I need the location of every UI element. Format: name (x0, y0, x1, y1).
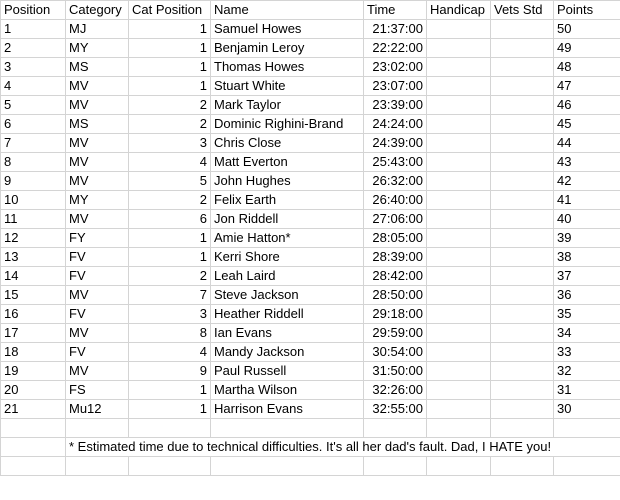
header-name[interactable]: Name (211, 1, 364, 20)
cell-position[interactable]: 11 (1, 210, 66, 229)
cell-position[interactable]: 21 (1, 400, 66, 419)
cell-points[interactable]: 31 (554, 381, 620, 400)
cell-time[interactable]: 32:55:00 (364, 400, 427, 419)
cell-category[interactable]: FV (66, 305, 129, 324)
cell-time[interactable]: 23:39:00 (364, 96, 427, 115)
cell-cat-position[interactable]: 1 (129, 229, 211, 248)
cell-name[interactable]: Paul Russell (211, 362, 364, 381)
cell-time[interactable]: 24:24:00 (364, 115, 427, 134)
cell-time[interactable]: 30:54:00 (364, 343, 427, 362)
cell-time[interactable]: 28:42:00 (364, 267, 427, 286)
cell-category[interactable]: MJ (66, 20, 129, 39)
cell-vets-std[interactable] (491, 324, 554, 343)
cell-category[interactable]: MV (66, 286, 129, 305)
empty-cell[interactable] (211, 457, 364, 476)
cell-handicap[interactable] (427, 134, 491, 153)
header-time[interactable]: Time (364, 1, 427, 20)
cell-position[interactable]: 10 (1, 191, 66, 210)
cell-time[interactable]: 22:22:00 (364, 39, 427, 58)
cell-time[interactable]: 25:43:00 (364, 153, 427, 172)
table-row (1, 305, 620, 324)
cell-cat-position[interactable]: 1 (129, 77, 211, 96)
cell-name[interactable]: Mandy Jackson (211, 343, 364, 362)
cell-category[interactable]: Mu12 (66, 400, 129, 419)
cell-name[interactable]: Stuart White (211, 77, 364, 96)
cell-category[interactable]: MV (66, 153, 129, 172)
cell-points[interactable]: 35 (554, 305, 620, 324)
cell-points[interactable]: 39 (554, 229, 620, 248)
cell-vets-std[interactable] (491, 134, 554, 153)
cell-points[interactable]: 41 (554, 191, 620, 210)
cell-points[interactable]: 42 (554, 172, 620, 191)
cell-cat-position[interactable]: 1 (129, 58, 211, 77)
cell-position[interactable]: 9 (1, 172, 66, 191)
cell-name[interactable]: Dominic Righini-Brand (211, 115, 364, 134)
cell-cat-position[interactable]: 1 (129, 20, 211, 39)
header-category[interactable]: Category (66, 1, 129, 20)
empty-cell[interactable] (1, 457, 66, 476)
header-handicap[interactable]: Handicap (427, 1, 491, 20)
cell-cat-position[interactable]: 1 (129, 400, 211, 419)
cell-name[interactable]: Felix Earth (211, 191, 364, 210)
footnote-cell[interactable] (66, 438, 620, 457)
cell-category[interactable]: MS (66, 58, 129, 77)
cell-name[interactable]: Ian Evans (211, 324, 364, 343)
cell-time[interactable]: 21:37:00 (364, 20, 427, 39)
cell-position[interactable]: 5 (1, 96, 66, 115)
cell-cat-position[interactable]: 7 (129, 286, 211, 305)
cell-vets-std[interactable] (491, 39, 554, 58)
cell-cat-position[interactable]: 8 (129, 324, 211, 343)
cell-cat-position[interactable]: 4 (129, 153, 211, 172)
cell-position[interactable]: 18 (1, 343, 66, 362)
cell-name[interactable]: Jon Riddell (211, 210, 364, 229)
cell-handicap[interactable] (427, 39, 491, 58)
cell-vets-std[interactable] (491, 210, 554, 229)
table-row (1, 134, 620, 153)
cell-position[interactable]: 20 (1, 381, 66, 400)
cell-category[interactable]: MV (66, 172, 129, 191)
cell-points[interactable]: 48 (554, 58, 620, 77)
cell-category[interactable]: MV (66, 324, 129, 343)
cell-cat-position[interactable]: 3 (129, 305, 211, 324)
cell-vets-std[interactable] (491, 96, 554, 115)
cell-category[interactable]: MV (66, 96, 129, 115)
cell-handicap[interactable] (427, 343, 491, 362)
table-row (1, 77, 620, 96)
table-row (1, 400, 620, 419)
cell-name[interactable]: Martha Wilson (211, 381, 364, 400)
cell-category[interactable]: FV (66, 248, 129, 267)
table-row (1, 362, 620, 381)
cell-category[interactable]: MV (66, 77, 129, 96)
table-row (1, 343, 620, 362)
cell-points[interactable]: 40 (554, 210, 620, 229)
cell-points[interactable]: 34 (554, 324, 620, 343)
cell-name[interactable]: Matt Everton (211, 153, 364, 172)
empty-cell[interactable] (364, 419, 427, 438)
cell-vets-std[interactable] (491, 153, 554, 172)
empty-row (1, 419, 620, 438)
empty-cell[interactable] (554, 457, 620, 476)
cell-time[interactable]: 28:50:00 (364, 286, 427, 305)
cell-handicap[interactable] (427, 248, 491, 267)
cell-vets-std[interactable] (491, 115, 554, 134)
cell-category[interactable]: MS (66, 115, 129, 134)
empty-cell[interactable] (66, 419, 129, 438)
cell-time[interactable]: 29:59:00 (364, 324, 427, 343)
cell-handicap[interactable] (427, 191, 491, 210)
footnote-row (1, 438, 620, 457)
cell-handicap[interactable] (427, 229, 491, 248)
table-row (1, 96, 620, 115)
cell-vets-std[interactable] (491, 77, 554, 96)
cell-handicap[interactable] (427, 210, 491, 229)
cell-cat-position[interactable]: 4 (129, 343, 211, 362)
header-points[interactable]: Points (554, 1, 620, 20)
cell-handicap[interactable] (427, 115, 491, 134)
cell-handicap[interactable] (427, 381, 491, 400)
cell-handicap[interactable] (427, 153, 491, 172)
cell-handicap[interactable] (427, 172, 491, 191)
cell-cat-position[interactable]: 3 (129, 134, 211, 153)
cell-time[interactable]: 26:32:00 (364, 172, 427, 191)
cell-vets-std[interactable] (491, 267, 554, 286)
cell-points[interactable]: 49 (554, 39, 620, 58)
cell-handicap[interactable] (427, 305, 491, 324)
cell-points[interactable]: 37 (554, 267, 620, 286)
cell-position[interactable]: 2 (1, 39, 66, 58)
cell-cat-position[interactable]: 2 (129, 96, 211, 115)
cell-cat-position[interactable]: 9 (129, 362, 211, 381)
cell-cat-position[interactable]: 2 (129, 115, 211, 134)
cell-vets-std[interactable] (491, 286, 554, 305)
cell-handicap[interactable] (427, 286, 491, 305)
cell-time[interactable]: 24:39:00 (364, 134, 427, 153)
cell-time[interactable]: 28:39:00 (364, 248, 427, 267)
cell-position[interactable]: 12 (1, 229, 66, 248)
cell-time[interactable]: 27:06:00 (364, 210, 427, 229)
empty-row (1, 457, 620, 476)
header-vets-std[interactable]: Vets Std (491, 1, 554, 20)
cell-points[interactable]: 33 (554, 343, 620, 362)
cell-position[interactable]: 15 (1, 286, 66, 305)
cell-time[interactable]: 23:07:00 (364, 77, 427, 96)
table-row (1, 248, 620, 267)
cell-handicap[interactable] (427, 324, 491, 343)
table-row (1, 229, 620, 248)
table-row (1, 267, 620, 286)
cell-vets-std[interactable] (491, 172, 554, 191)
empty-cell[interactable] (129, 457, 211, 476)
empty-cell[interactable] (364, 457, 427, 476)
cell-points[interactable]: 46 (554, 96, 620, 115)
cell-points[interactable]: 43 (554, 153, 620, 172)
cell-position[interactable]: 1 (1, 20, 66, 39)
cell-name[interactable]: Mark Taylor (211, 96, 364, 115)
cell-cat-position[interactable]: 6 (129, 210, 211, 229)
cell-name[interactable]: Benjamin Leroy (211, 39, 364, 58)
cell-vets-std[interactable] (491, 400, 554, 419)
cell-category[interactable]: MV (66, 210, 129, 229)
cell-time[interactable]: 28:05:00 (364, 229, 427, 248)
table-row (1, 210, 620, 229)
table-row (1, 324, 620, 343)
header-position[interactable]: Position (1, 1, 66, 20)
cell-handicap[interactable] (427, 267, 491, 286)
cell-position[interactable]: 4 (1, 77, 66, 96)
cell-cat-position[interactable]: 1 (129, 381, 211, 400)
cell-position[interactable]: 13 (1, 248, 66, 267)
cell-points[interactable]: 47 (554, 77, 620, 96)
empty-cell[interactable] (1, 438, 66, 457)
table-row (1, 115, 620, 134)
table-row (1, 191, 620, 210)
cell-cat-position[interactable]: 2 (129, 191, 211, 210)
cell-cat-position[interactable]: 2 (129, 267, 211, 286)
empty-cell[interactable] (491, 419, 554, 438)
cell-vets-std[interactable] (491, 305, 554, 324)
cell-name[interactable]: Harrison Evans (211, 400, 364, 419)
cell-vets-std[interactable] (491, 362, 554, 381)
cell-cat-position[interactable]: 5 (129, 172, 211, 191)
cell-name[interactable]: Leah Laird (211, 267, 364, 286)
table-row (1, 172, 620, 191)
cell-points[interactable]: 32 (554, 362, 620, 381)
empty-cell[interactable] (129, 419, 211, 438)
cell-vets-std[interactable] (491, 191, 554, 210)
table-row (1, 381, 620, 400)
empty-cell[interactable] (427, 457, 491, 476)
cell-category[interactable]: FV (66, 343, 129, 362)
cell-handicap[interactable] (427, 362, 491, 381)
empty-cell[interactable] (1, 419, 66, 438)
empty-cell[interactable] (554, 419, 620, 438)
cell-name[interactable]: Kerri Shore (211, 248, 364, 267)
empty-cell[interactable] (66, 457, 129, 476)
cell-points[interactable]: 36 (554, 286, 620, 305)
cell-position[interactable]: 19 (1, 362, 66, 381)
cell-category[interactable]: MY (66, 191, 129, 210)
table-row (1, 20, 620, 39)
cell-position[interactable]: 16 (1, 305, 66, 324)
cell-position[interactable]: 14 (1, 267, 66, 286)
cell-cat-position[interactable]: 1 (129, 39, 211, 58)
footnote-text: * Estimated time due to technical difficulties. It's all her dad's fault. Dad, I HATE you! (69, 439, 552, 454)
cell-name[interactable]: John Hughes (211, 172, 364, 191)
cell-category[interactable]: FY (66, 229, 129, 248)
cell-name[interactable]: Steve Jackson (211, 286, 364, 305)
empty-cell[interactable] (427, 419, 491, 438)
cell-handicap[interactable] (427, 400, 491, 419)
cell-category[interactable]: MY (66, 39, 129, 58)
header-cat-position[interactable]: Cat Position (129, 1, 211, 20)
cell-time[interactable]: 31:50:00 (364, 362, 427, 381)
cell-name[interactable]: Amie Hatton* (211, 229, 364, 248)
cell-name[interactable]: Samuel Howes (211, 20, 364, 39)
table-row (1, 153, 620, 172)
cell-points[interactable]: 30 (554, 400, 620, 419)
cell-position[interactable]: 6 (1, 115, 66, 134)
cell-handicap[interactable] (427, 58, 491, 77)
cell-vets-std[interactable] (491, 20, 554, 39)
cell-position[interactable]: 17 (1, 324, 66, 343)
cell-cat-position[interactable]: 1 (129, 248, 211, 267)
cell-handicap[interactable] (427, 77, 491, 96)
cell-vets-std[interactable] (491, 58, 554, 77)
cell-time[interactable]: 23:02:00 (364, 58, 427, 77)
header-row (1, 1, 620, 20)
cell-vets-std[interactable] (491, 343, 554, 362)
cell-category[interactable]: FS (66, 381, 129, 400)
cell-position[interactable]: 7 (1, 134, 66, 153)
cell-points[interactable]: 44 (554, 134, 620, 153)
cell-time[interactable]: 32:26:00 (364, 381, 427, 400)
cell-handicap[interactable] (427, 96, 491, 115)
cell-vets-std[interactable] (491, 248, 554, 267)
table-row (1, 39, 620, 58)
table-row (1, 286, 620, 305)
cell-category[interactable]: FV (66, 267, 129, 286)
cell-name[interactable]: Chris Close (211, 134, 364, 153)
cell-name[interactable]: Thomas Howes (211, 58, 364, 77)
cell-category[interactable]: MV (66, 362, 129, 381)
cell-vets-std[interactable] (491, 381, 554, 400)
empty-cell[interactable] (211, 419, 364, 438)
cell-time[interactable]: 26:40:00 (364, 191, 427, 210)
cell-position[interactable]: 3 (1, 58, 66, 77)
cell-points[interactable]: 45 (554, 115, 620, 134)
empty-cell[interactable] (491, 457, 554, 476)
cell-position[interactable]: 8 (1, 153, 66, 172)
table-row (1, 58, 620, 77)
cell-points[interactable]: 50 (554, 20, 620, 39)
cell-handicap[interactable] (427, 20, 491, 39)
cell-name[interactable]: Heather Riddell (211, 305, 364, 324)
cell-time[interactable]: 29:18:00 (364, 305, 427, 324)
cell-vets-std[interactable] (491, 229, 554, 248)
cell-category[interactable]: MV (66, 134, 129, 153)
cell-points[interactable]: 38 (554, 248, 620, 267)
